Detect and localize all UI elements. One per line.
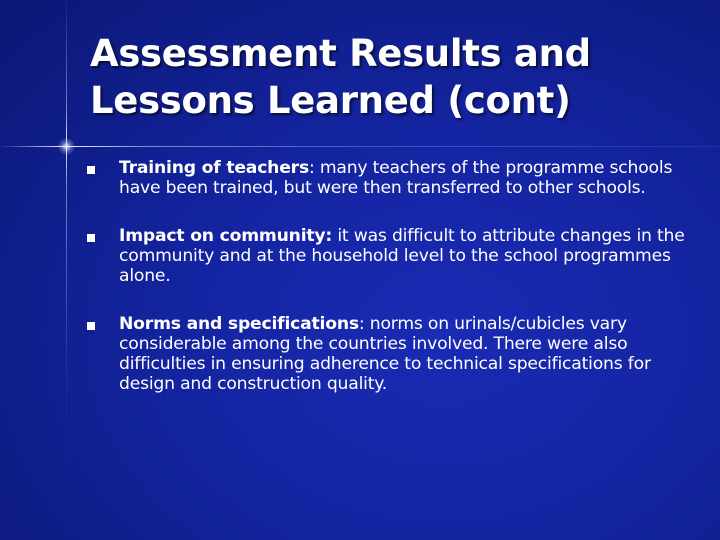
slide-title [90, 30, 690, 124]
crosshair-glow [58, 138, 75, 155]
slide-title-line-1: Assessment Results and [90, 32, 591, 75]
square-bullet-icon [87, 234, 95, 242]
bullet-text: it was difficult to attribute changes in the community and at the household level to the school programmes alone. [119, 226, 685, 286]
bullet-item-norms-and-specifications [86, 314, 686, 394]
slide-title-line-2: Lessons Learned (cont) [90, 79, 571, 122]
bullet-text: : norms on urinals/cubicles vary considerable among the countries involved. There were also difficulties in ensuring adherence to technical specifications for design and construction quality. [119, 314, 651, 394]
bullet-item-training-of-teachers [86, 158, 686, 198]
bullet-term: Impact on community: [119, 226, 333, 246]
crosshair-horizontal-line [0, 146, 720, 147]
square-bullet-icon [87, 166, 95, 174]
bullet-text: : many teachers of the programme schools have been trained, but were then transferred to other schools. [119, 158, 673, 198]
bullet-term: Training of teachers [119, 158, 309, 178]
square-bullet-icon [87, 322, 95, 330]
bullet-term: Norms and specifications [119, 314, 359, 334]
bullet-list [86, 158, 686, 422]
crosshair-vertical-line [66, 0, 67, 540]
bullet-item-impact-on-community [86, 226, 686, 286]
